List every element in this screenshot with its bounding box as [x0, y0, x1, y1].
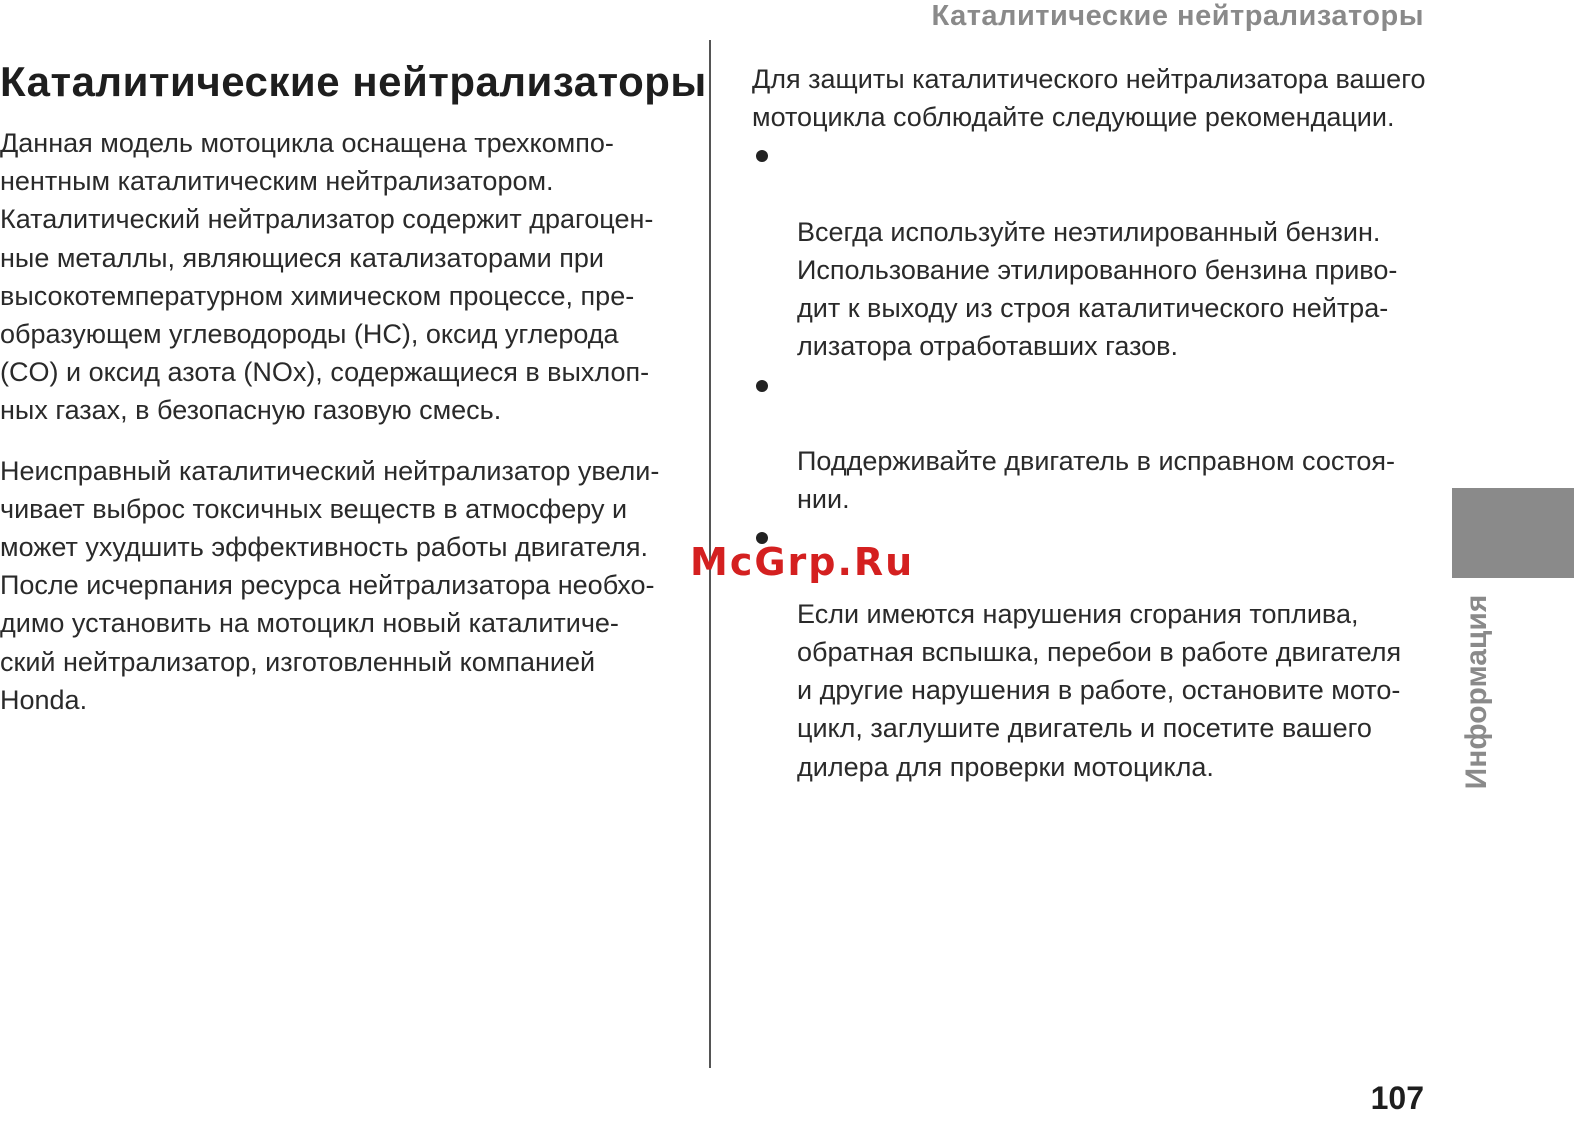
recommendations-intro: Для защиты каталитического нейтрализатора вашего мотоцикла соблюдайте следующие рекомендации.: [752, 64, 1426, 133]
page-title: Каталитические нейтрализаторы: [0, 58, 707, 105]
recommendations-list: [752, 136, 1442, 785]
page-number: 107: [1370, 1080, 1424, 1116]
running-header-title: Каталитические нейтрализаторы: [931, 0, 1424, 32]
list-item-text: Поддерживайте двигатель в исправном состоя- нии.: [797, 446, 1396, 515]
list-item: [752, 136, 1442, 365]
paragraph-catalyst-description: Данная модель мотоцикла оснащена трехкомпо- нентным каталитическим нейтрализатором. Каталитический нейтрализатор содержит драгоцен- ные металлы, являющиеся катализаторами при высокотемпературном химическом процессе, пре- образующем углеводороды (HC), оксид углерода (CO) и оксид азота (NOx), содержащиеся в выхлоп- ных газах, в безопасную газовую смесь.: [0, 128, 654, 426]
left-column: [0, 124, 690, 719]
list-item-text: Всегда используйте неэтилированный бензин. Использование этилированного бензина приво- дит к выходу из строя каталитического нейтра- лизатора отработавших газов.: [797, 216, 1398, 362]
bullet-icon: [756, 150, 768, 162]
right-column: [752, 60, 1442, 786]
paragraph-catalyst-failure: Неисправный каталитический нейтрализатор увели- чивает выброс токсичных веществ в атмосферу и может ухудшить эффективность работы двигателя. После исчерпания ресурса нейтрализатора необхо- димо установить на мотоцикл новый каталитиче- ский нейтрализатор, изготовленный компанией Honda.: [0, 455, 660, 715]
bullet-icon: [756, 380, 768, 392]
watermark-text: McGrp.Ru: [690, 540, 915, 584]
section-tab-label: Информация: [1460, 594, 1493, 790]
list-item-text: Если имеются нарушения сгорания топлива, обратная вспышка, перебои в работе двигателя и другие нарушения в работе, остановите мото- цикл, заглушите двигатель и посетите вашего дилера для проверки мотоцикла.: [797, 598, 1402, 782]
section-tab-marker: [1452, 488, 1574, 578]
list-item: [752, 366, 1442, 519]
